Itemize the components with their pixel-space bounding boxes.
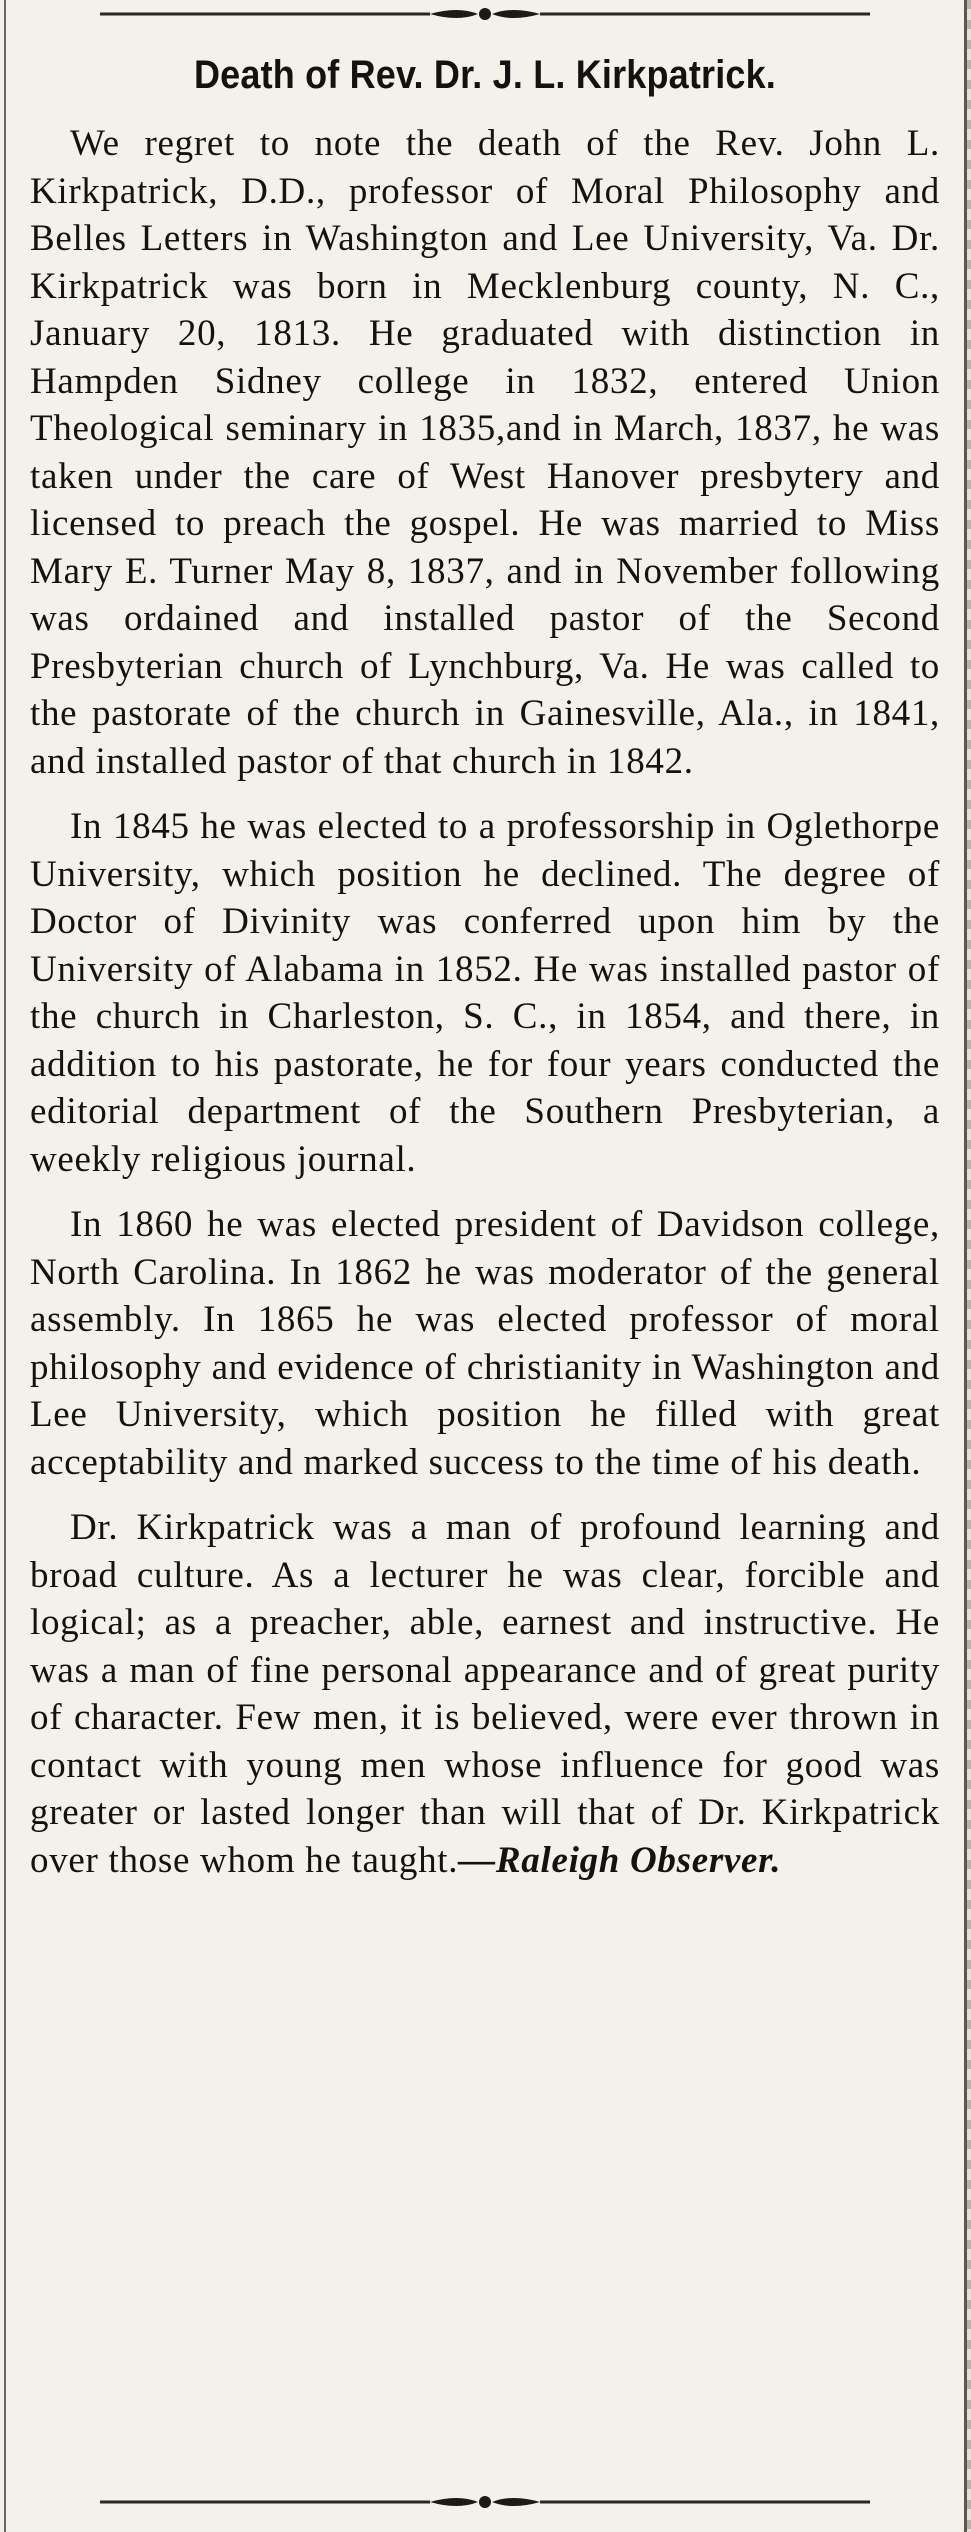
top-ornamental-rule <box>100 2 870 26</box>
headline: Death of Rev. Dr. J. L. Kirkpatrick. <box>194 53 776 97</box>
paragraph-4 <box>30 1504 940 1884</box>
paragraph-4-text: Dr. Kirkpatrick was a man of profound learning and broad culture. As a lecturer he was clear, forcible and logical; as a preacher, able, earnest and instructive. He was a man of fine personal appearance and of great purity of character. Few men, it is believed, were ever thrown in contact with young men whose influence for good was greater or lasted longer than will that of Dr. Kirkpatrick over those whom he taught. <box>30 1507 940 1881</box>
column-rule-left <box>4 0 6 2532</box>
bottom-ornamental-rule <box>100 2490 870 2514</box>
paragraph-2: In 1845 he was elected to a professorship in Oglethorpe University, which position he declined. The degree of Doctor of Divinity was conferred upon him by the University of Alabama in 1852. He was installed pastor of the church in Charleston, S. C., in 1854, and there, in addition to his pastorate, he for four years conducted the editorial department of the Southern Presbyterian, a weekly religious journal. <box>30 806 940 1180</box>
article <box>30 52 940 1884</box>
paragraph-3: In 1860 he was elected president of Davidson college, North Carolina. In 1862 he was moderator of the general assembly. In 1865 he was elected professor of moral philosophy and evidence of christianity in Washington and Lee University, which position he filled with great acceptability and marked success to the time of his death. <box>30 1204 940 1483</box>
source-attribution: —Raleigh Observer. <box>458 1839 782 1881</box>
paragraph-1: We regret to note the death of the Rev. John L. Kirkpatrick, D.D., professor of Moral Philosophy and Belles Letters in Washington and Lee University, Va. Dr. Kirkpatrick was born in Mecklenburg county, N. C., January 20, 1813. He graduated with distinction in Hampden Sidney college in 1832, entered Union Theological seminary in 1835,and in March, 1837, he was taken under the care of West Hanover presbytery and licensed to preach the gospel. He was married to Miss Mary E. Turner May 8, 1837, and in November following was ordained and installed pastor of the Second Presbyterian church of Lynchburg, Va. He was called to the pastorate of the church in Gainesville, Ala., in 1841, and installed pastor of that church in 1842. <box>30 123 940 782</box>
adjacent-column-bleed <box>967 0 971 2532</box>
